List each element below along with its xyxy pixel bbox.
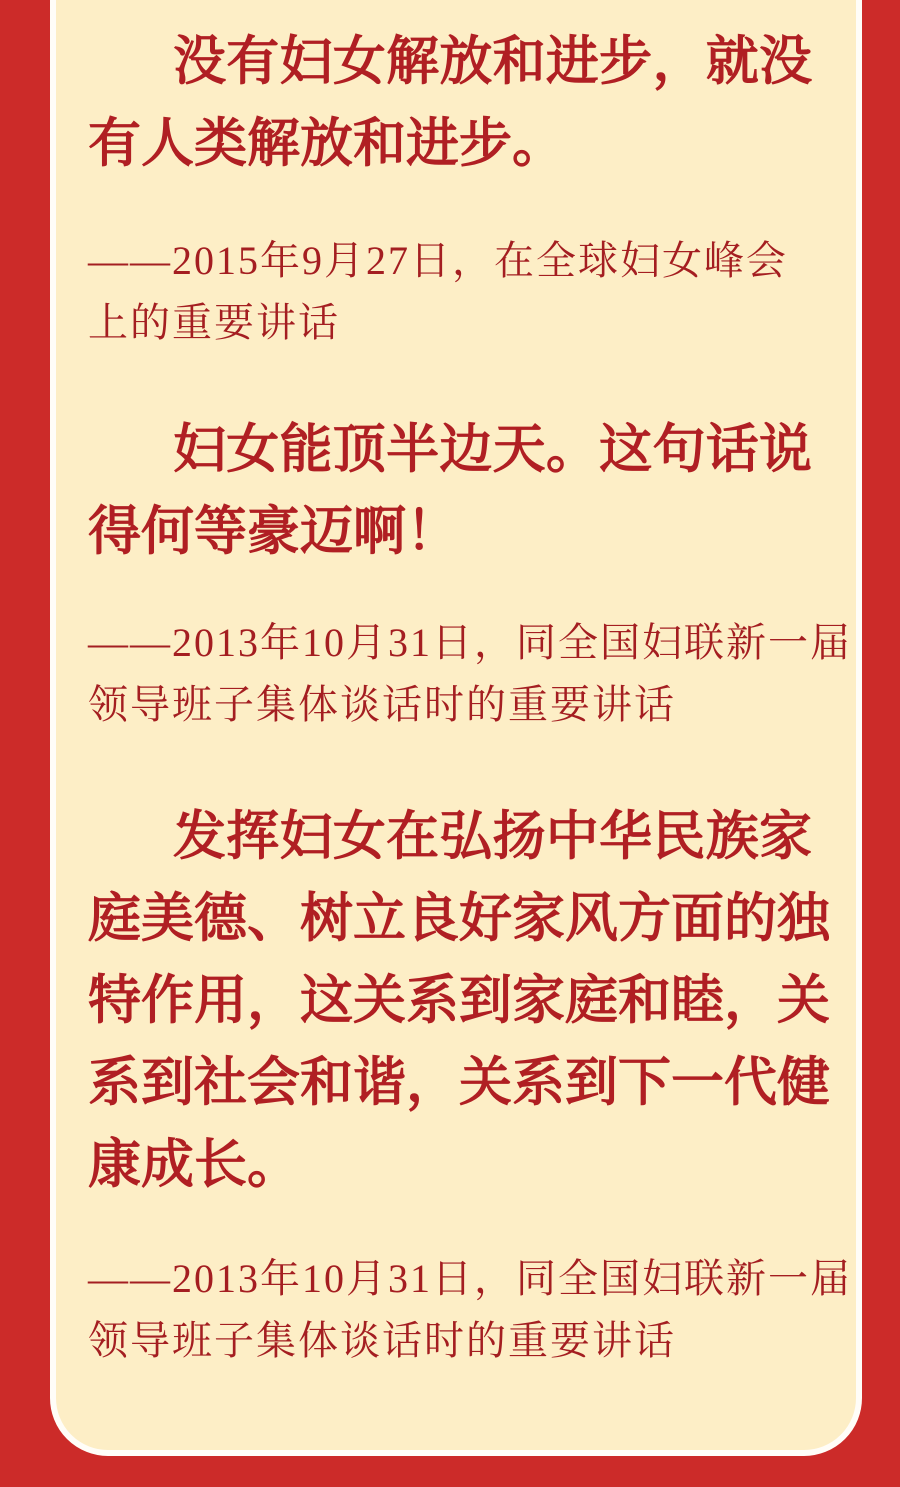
quote-3 — [88, 796, 830, 1206]
quote-2-line-1: 妇女能顶半边天。这句话说 — [173, 421, 812, 479]
quote-2 — [88, 409, 812, 573]
quote-3-line-1: 发挥妇女在弘扬中华民族家 — [173, 808, 812, 866]
attribution-3-line-2: 领导班子集体谈话时的重要讲话 — [88, 1318, 676, 1363]
quote-1 — [88, 21, 812, 185]
attribution-2 — [88, 612, 852, 736]
quote-2-line-2: 得何等豪迈啊！ — [88, 503, 459, 561]
attribution-2-line-1: ——2013年10月31日，同全国妇联新一届 — [88, 620, 852, 665]
attribution-1-line-1: ——2015年9月27日，在全球妇女峰会 — [88, 238, 788, 283]
quote-1-line-2: 有人类解放和进步。 — [88, 115, 565, 173]
attribution-1-line-2: 上的重要讲话 — [88, 300, 340, 345]
quote-3-line-3: 特作用，这关系到家庭和睦，关 — [88, 972, 830, 1030]
quote-3-line-5: 康成长。 — [88, 1136, 300, 1194]
attribution-2-line-2: 领导班子集体谈话时的重要讲话 — [88, 682, 676, 727]
attribution-3-line-1: ——2013年10月31日，同全国妇联新一届 — [88, 1256, 852, 1301]
quote-3-line-2: 庭美德、树立良好家风方面的独 — [88, 890, 830, 948]
quote-1-line-1: 没有妇女解放和进步，就没 — [173, 33, 812, 91]
text-layer — [88, 0, 852, 1487]
quote-3-line-4: 系到社会和谐，关系到下一代健 — [88, 1054, 830, 1112]
attribution-3 — [88, 1248, 852, 1372]
attribution-1 — [88, 230, 812, 354]
